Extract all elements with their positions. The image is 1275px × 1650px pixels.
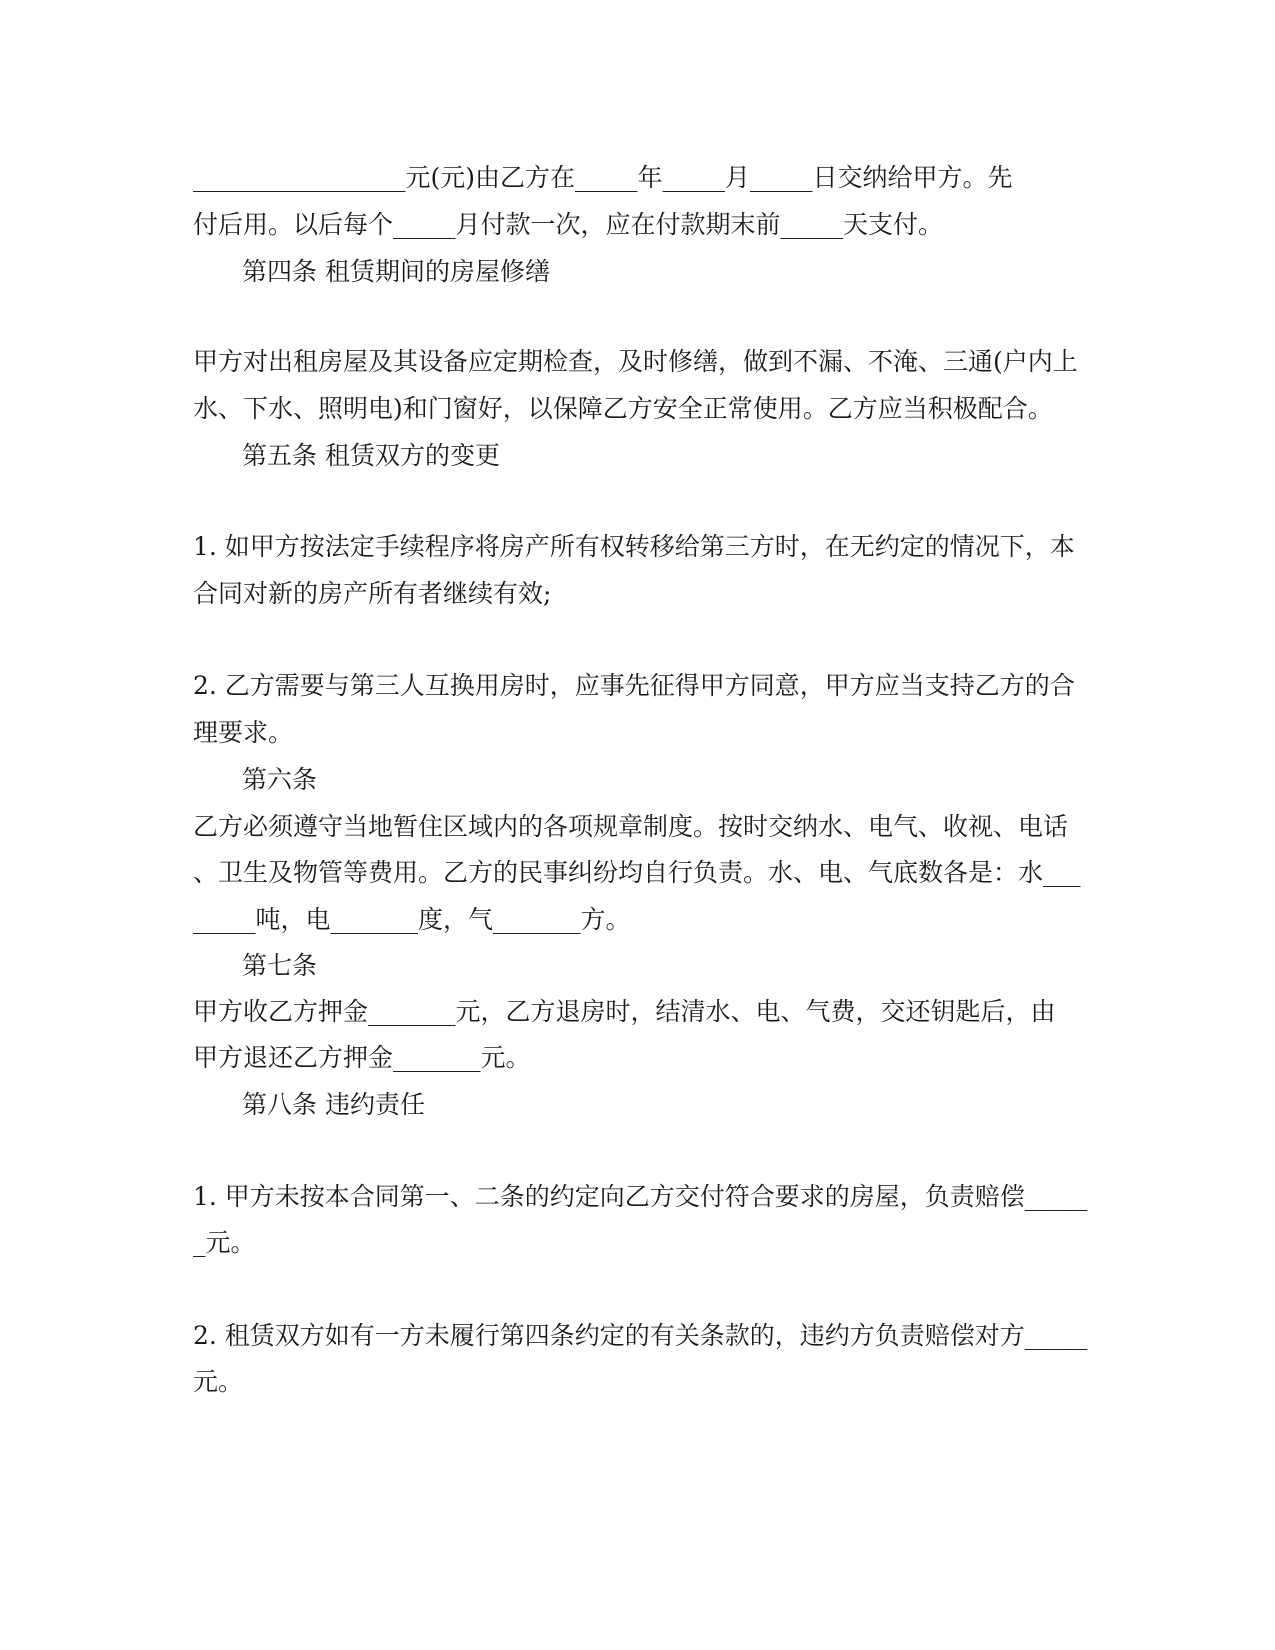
article-5-heading: 第五条 租赁双方的变更	[242, 441, 500, 470]
article-7-line-1: 甲方收乙方押金_______元，乙方退房时，结清水、电、气费，交还钥匙后，由	[193, 997, 1056, 1026]
article-6-heading: 第六条	[242, 765, 318, 794]
article-8-item-1-line-2: _元。	[193, 1228, 256, 1257]
article-8-item-2-line-2: 元。	[193, 1367, 244, 1396]
article-5-item-2-line-2: 理要求。	[193, 718, 294, 747]
article-8-heading: 第八条 违约责任	[242, 1090, 425, 1119]
article-5-item-1-line-2: 合同对新的房产所有者继续有效;	[193, 579, 552, 608]
article-7-line-2: 甲方退还乙方押金_______元。	[193, 1043, 531, 1072]
article-4-line-1: 甲方对出租房屋及其设备应定期检查，及时修缮，做到不漏、不淹、三通(户内上	[193, 347, 1078, 376]
article-4-line-2: 水、下水、照明电)和门窗好，以保障乙方安全正常使用。乙方应当积极配合。	[193, 394, 1053, 423]
article-4-heading: 第四条 租赁期间的房屋修缮	[242, 257, 550, 286]
article-5-item-1-line-1: 1. 如甲方按法定手续程序将房产所有权转移给第三方时，在无约定的情况下，本	[193, 532, 1075, 561]
article-6-line-2: 、卫生及物管等费用。乙方的民事纠纷均自行负责。水、电、气底数各是：水___	[193, 858, 1081, 887]
rent-payment-line-2: 付后用。以后每个_____月付款一次，应在付款期末前_____天支付。	[193, 210, 944, 239]
article-7-heading: 第七条	[242, 951, 318, 980]
article-5-item-2-line-1: 2. 乙方需要与第三人互换用房时，应事先征得甲方同意，甲方应当支持乙方的合	[193, 671, 1075, 700]
rent-payment-line-1: _________________元(元)由乙方在_____年_____月_____日交纳给甲方。先	[193, 163, 1013, 192]
article-8-item-2-line-1: 2. 租赁双方如有一方未履行第四条约定的有关条款的，违约方负责赔偿对方_____	[193, 1321, 1088, 1350]
article-6-line-1: 乙方必须遵守当地暂住区域内的各项规章制度。按时交纳水、电气、收视、电话	[193, 812, 1069, 841]
article-8-item-1-line-1: 1. 甲方未按本合同第一、二条的约定向乙方交付符合要求的房屋，负责赔偿_____	[193, 1182, 1088, 1211]
article-6-line-3: _____吨，电_______度，气_______方。	[193, 905, 631, 934]
